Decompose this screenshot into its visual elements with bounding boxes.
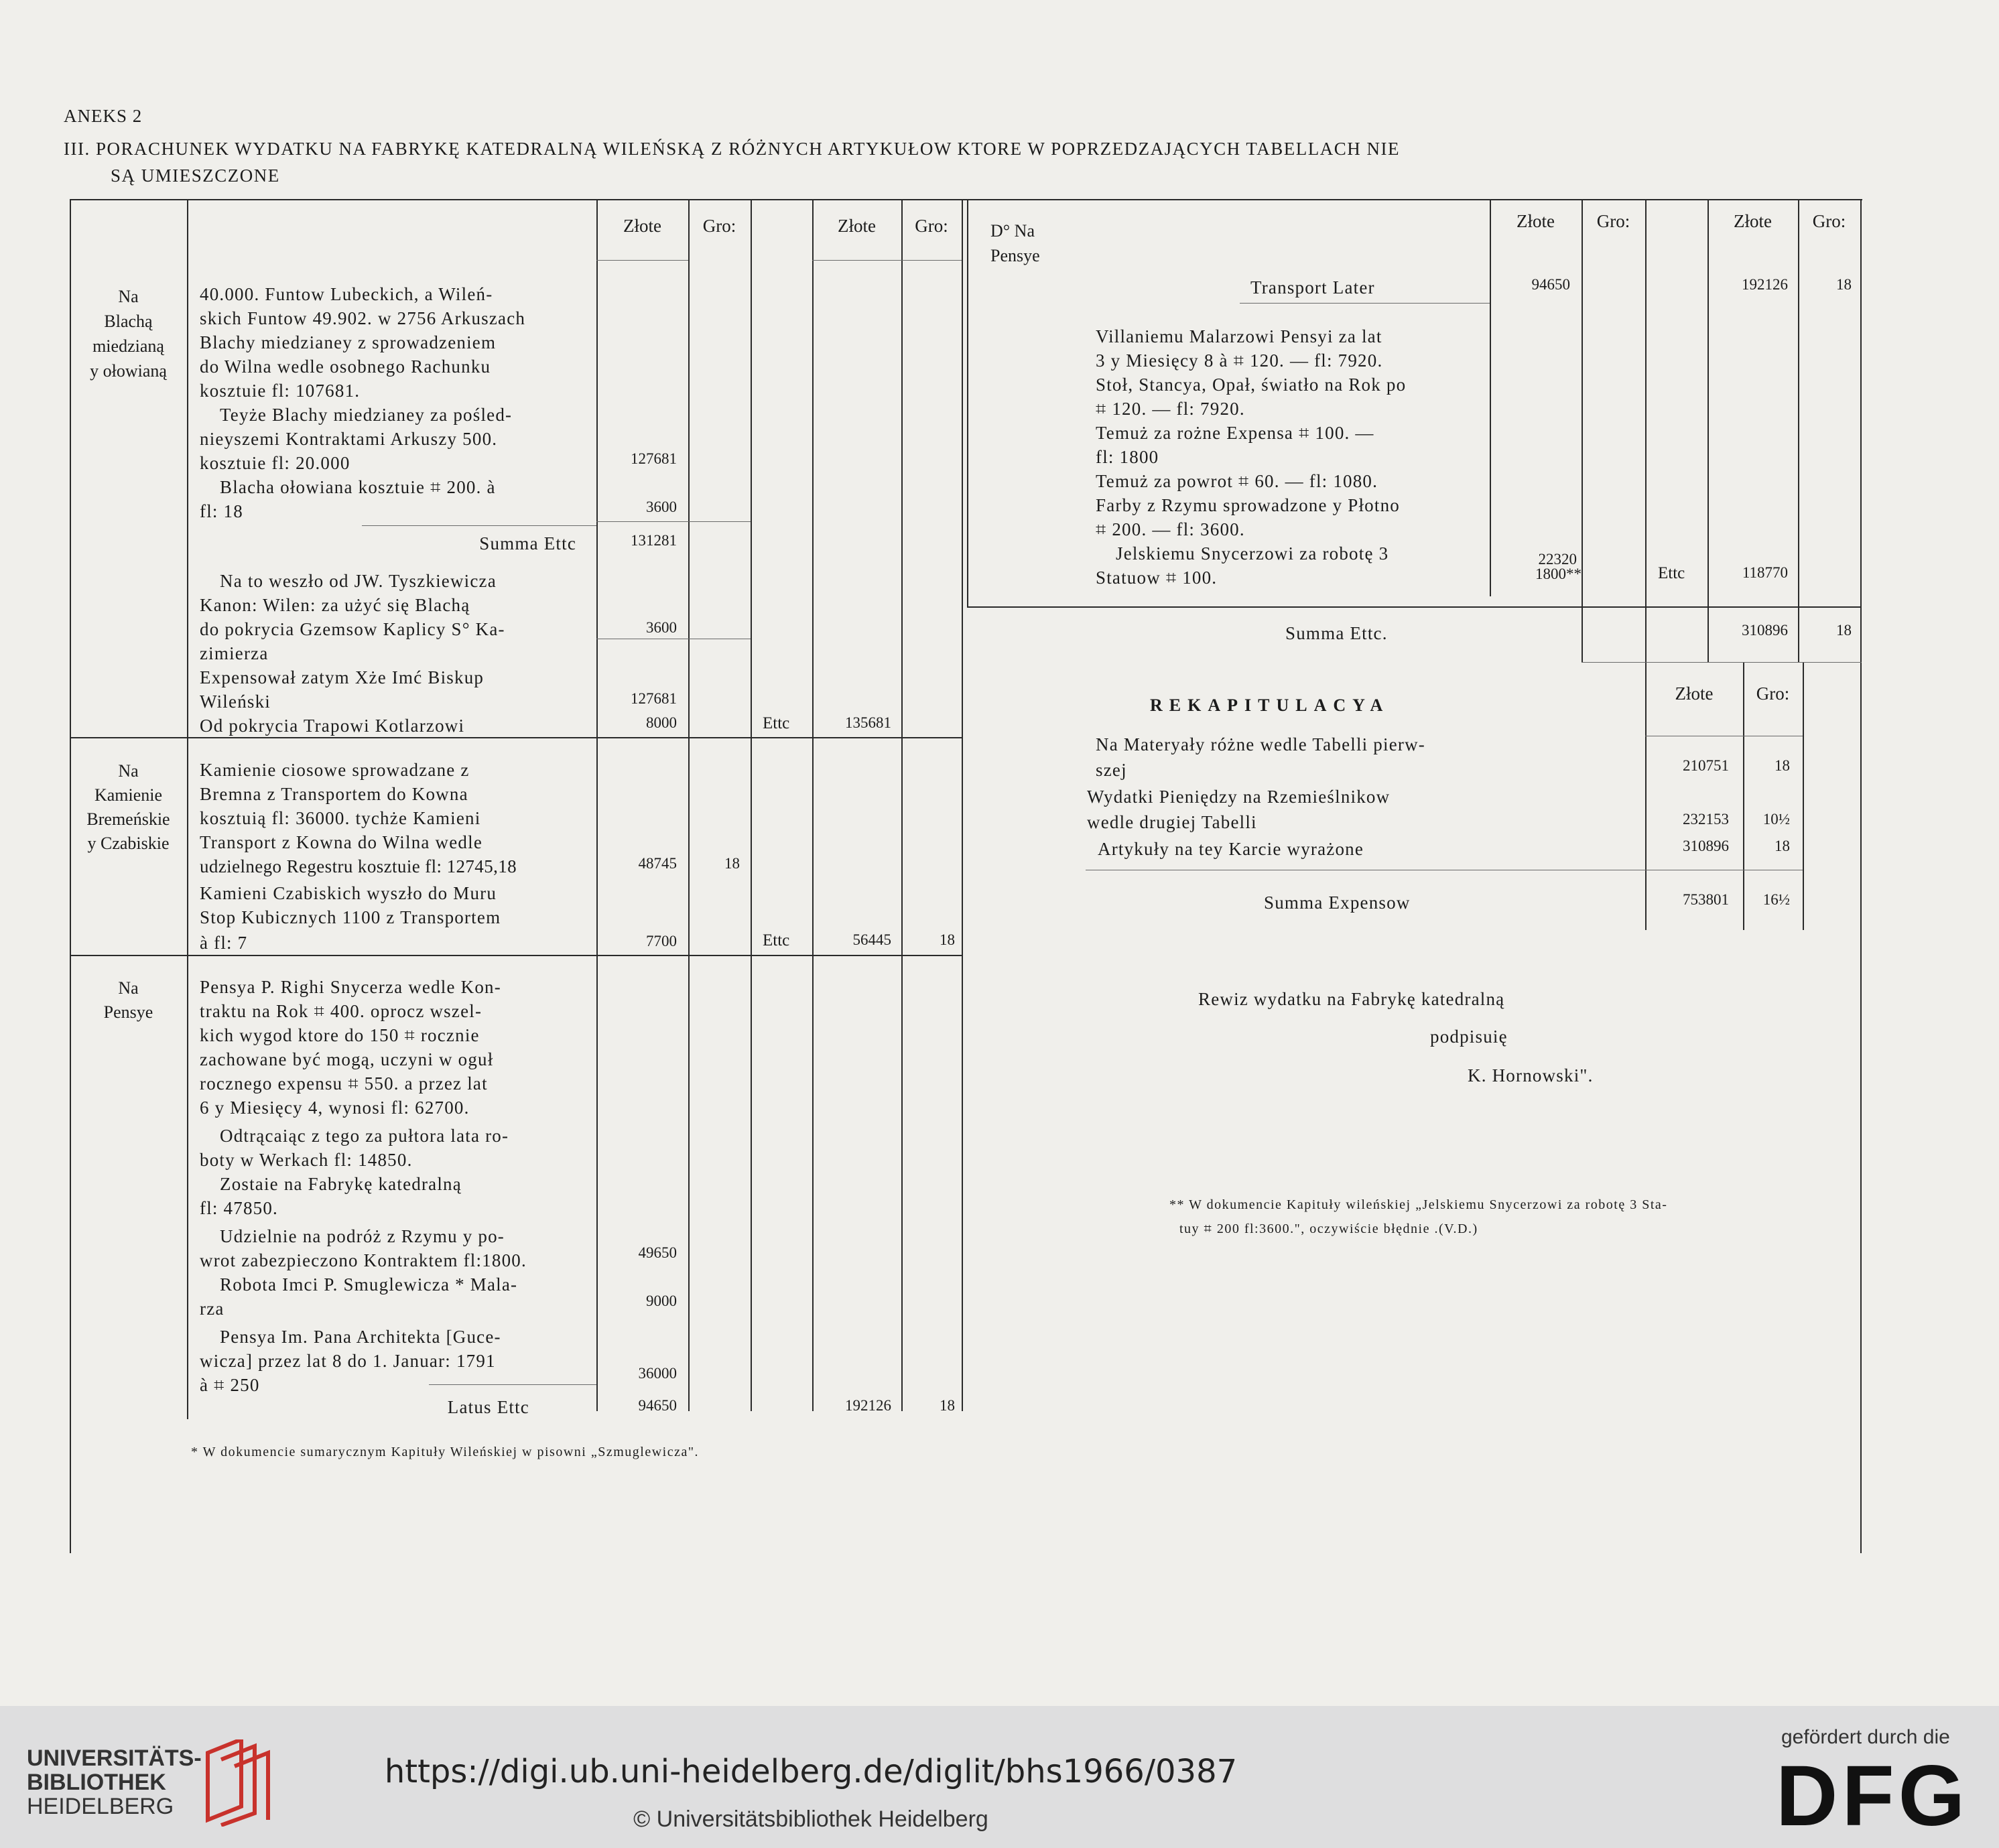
left-zlote-header-2: Złote (838, 216, 876, 236)
signature-line-2: podpisuię (1430, 1027, 1508, 1047)
category-label: Blachą (104, 312, 153, 331)
entry-line: Bremna z Transportem do Kowna (200, 784, 468, 804)
footnote-smuglewicz: * W dokumencie sumarycznym Kapituły Wileńskiej w pisowni „Szmuglewicza". (191, 1445, 699, 1459)
left-zlote-header-1: Złote (623, 216, 661, 236)
latus-label: Latus Ettc (447, 1397, 529, 1417)
entry-line: ⌗ 120. — fl: 7920. (1096, 399, 1245, 419)
entry-line: traktu na Rok ⌗ 400. oprocz wszel- (200, 1001, 482, 1021)
entry-line: Expensował zatym Xże Imć Biskup (200, 667, 485, 687)
rek-line: wedle drugiej Tabelli (1087, 812, 1257, 832)
amount-zlote: 36000 (638, 1365, 677, 1382)
document-url[interactable]: https://digi.ub.uni-heidelberg.de/diglit/bhs1966/0387 (384, 1753, 1238, 1790)
entry-line: kosztuie fl: 20.000 (200, 453, 350, 473)
entry-line: skich Funtow 49.902. w 2756 Arkuszach (200, 308, 526, 328)
entry-line: Udzielnie na podróż z Rzymu y po- (220, 1226, 505, 1246)
total-gro: 18 (940, 931, 955, 948)
entry-line: à ⌗ 250 (200, 1375, 260, 1395)
rek-line: Na Materyały różne wedle Tabelli pierw- (1096, 734, 1425, 754)
entry-line: 3 y Miesięcy 8 à ⌗ 120. — fl: 7920. (1096, 350, 1383, 371)
entry-line: Od pokrycia Trapowi Kotlarzowi (200, 716, 465, 736)
entry-line: Kamieni Czabiskich wyszło do Muru (200, 883, 497, 903)
entry-line: Temuż za powrot ⌗ 60. — fl: 1080. (1096, 471, 1378, 491)
entry-line: fl: 1800 (1096, 447, 1159, 467)
rek-sum-gro: 16½ (1762, 891, 1790, 908)
entry-line: Stop Kubicznych 1100 z Transportem (200, 907, 501, 927)
rek-gro: 18 (1775, 757, 1790, 774)
footnote-jelskiemu-2: tuy ⌗ 200 fl:3600.", oczywiście błędnie .(V.D.) (1179, 1222, 1478, 1236)
entry-line: Jelskiemu Snycerzowi za robotę 3 (1116, 543, 1389, 564)
amount-zlote: 22320 (1538, 551, 1577, 568)
funded-by-text: gefördert durch die (1781, 1726, 1950, 1748)
ettc-total: 118770 (1742, 564, 1788, 581)
entry-line: rocznego expensu ⌗ 550. a przez lat (200, 1073, 488, 1094)
category-label: Na (118, 978, 139, 998)
entry-line: kich wygod ktore do 150 ⌗ rocznie (200, 1025, 480, 1045)
left-gro-header-2: Gro: (915, 216, 948, 236)
entry-line: Temuż za rożne Expensa ⌗ 100. — (1096, 423, 1374, 443)
library-logo-icon (201, 1739, 281, 1827)
entry-line: boty w Werkach fl: 14850. (200, 1150, 413, 1170)
entry-line: Statuow ⌗ 100. (1096, 568, 1218, 588)
transport-gro: 18 (1836, 276, 1852, 293)
amount-zlote: 8000 (646, 714, 677, 731)
rek-sum-label: Summa Expensow (1264, 893, 1411, 913)
amount-zlote: 9000 (646, 1293, 677, 1309)
right-gro-header-2: Gro: (1812, 211, 1846, 231)
rek-line: Artykuły na tey Karcie wyrażone (1098, 839, 1364, 859)
rek-title: REKAPITULACYA (1150, 696, 1390, 715)
entry-line: wrot zabezpieczono Kontraktem fl:1800. (200, 1250, 527, 1270)
signature-line-1: Rewiz wydatku na Fabrykę katedralną (1198, 989, 1505, 1009)
entry-line: Farby z Rzymu sprowadzone y Płotno (1096, 495, 1400, 515)
right-gro-header-1: Gro: (1596, 211, 1630, 231)
amount-zlote: 1800** (1535, 566, 1582, 582)
category-label: y ołowianą (90, 361, 167, 381)
entry-line: zimierza (200, 643, 269, 663)
rek-gro: 10½ (1762, 811, 1790, 828)
amount-zlote: 3600 (646, 499, 677, 515)
entry-line: 6 y Miesięcy 4, wynosi fl: 62700. (200, 1098, 470, 1118)
entry-line: do Wilna wedle osobnego Rachunku (200, 356, 491, 377)
entry-line: Wileński (200, 691, 271, 712)
signature-name: K. Hornowski". (1468, 1065, 1594, 1085)
amount-zlote: 127681 (631, 450, 677, 467)
entry-line: 40.000. Funtow Lubeckich, a Wileń- (200, 284, 493, 304)
summa-value: 310896 (1742, 622, 1788, 639)
rek-sum-zlote: 753801 (1683, 891, 1729, 908)
rek-zlote: 232153 (1683, 811, 1729, 828)
summa-label: Summa Ettc (479, 533, 576, 553)
entry-line: fl: 47850. (200, 1198, 278, 1218)
category-label: Kamienie (94, 785, 163, 805)
dfg-logo: DFG (1776, 1748, 1970, 1844)
entry-line: Kamienie ciosowe sprowadzane z (200, 760, 470, 780)
entry-line: kosztuią fl: 36000. tychże Kamieni (200, 808, 481, 828)
entry-line: do pokrycia Gzemsow Kaplicy S° Ka- (200, 619, 505, 639)
entry-line: Teyże Blachy miedzianey za pośled- (220, 405, 513, 425)
total-zlote: 56445 (852, 931, 891, 948)
latus-total: 192126 (845, 1397, 891, 1414)
entry-line: Blachy miedzianey z sprowadzeniem (200, 332, 497, 352)
annex-label: ANEKS 2 (64, 106, 143, 126)
rek-line: szej (1096, 760, 1127, 780)
rek-zlote: 310896 (1683, 838, 1729, 854)
page-title-continued: SĄ UMIESZCZONE (111, 166, 280, 186)
category-label: y Czabiskie (87, 834, 170, 853)
amount-gro: 18 (724, 855, 740, 872)
category-label: Pensye (103, 1002, 153, 1022)
category-label: miedzianą (92, 336, 164, 356)
latus-gro: 18 (940, 1397, 955, 1414)
footnote-jelskiemu-1: ** W dokumencie Kapituły wileńskiej „Jelskiemu Snycerzowi za robotę 3 Sta- (1169, 1197, 1668, 1212)
rek-gro: 18 (1775, 838, 1790, 854)
entry-line: ⌗ 200. — fl: 3600. (1096, 519, 1245, 539)
library-name-2: BIBLIOTHEK (27, 1770, 166, 1795)
summa-value: 131281 (631, 532, 677, 549)
category-label: Na (118, 287, 139, 306)
entry-line: Transport z Kowna do Wilna wedle (200, 832, 483, 852)
ettc-label: Ettc (763, 931, 790, 949)
entry-line: Kanon: Wilen: za użyć się Blachą (200, 595, 470, 615)
entry-line: Robota Imci P. Smuglewicza * Mala- (220, 1274, 518, 1295)
amount-zlote: 48745 (638, 855, 677, 872)
total-zlote: 135681 (845, 714, 891, 731)
latus-value: 94650 (638, 1397, 677, 1414)
amount-zlote: 7700 (646, 933, 677, 949)
summa-gro: 18 (1836, 622, 1852, 639)
ettc-label: Ettc (1658, 564, 1685, 582)
entry-line: Na to weszło od JW. Tyszkiewicza (220, 571, 497, 591)
entry-line: Blacha ołowiana kosztuie ⌗ 200. à (220, 477, 496, 497)
entry-line: Pensya P. Righi Snycerza wedle Kon- (200, 977, 501, 997)
entry-line: Stoł, Stancya, Opał, światło na Rok po (1096, 375, 1407, 395)
entry-line: fl: 18 (200, 501, 243, 521)
entry-line: rza (200, 1299, 224, 1319)
entry-line: kosztuie fl: 107681. (200, 381, 361, 401)
amount-zlote: 49650 (638, 1244, 677, 1261)
transport-value: 94650 (1531, 276, 1570, 293)
right-header-dna: D° Na (990, 221, 1035, 241)
entry-line: Odtrącaiąc z tego za pułtora lata ro- (220, 1126, 509, 1146)
rek-zlote-header: Złote (1675, 683, 1714, 704)
page-title: III. PORACHUNEK WYDATKU NA FABRYKĘ KATEDRALNĄ WILEŃSKĄ Z RÓŻNYCH ARTYKUŁOW KTORE W POPRZEDZAJĄCYCH TABELLACH NIE (64, 139, 1400, 159)
amount-zlote: 3600 (646, 619, 677, 636)
left-gro-header-1: Gro: (702, 216, 736, 236)
transport-label: Transport Later (1250, 277, 1375, 298)
entry-line: Pensya Im. Pana Architekta [Guce- (220, 1327, 501, 1347)
category-label: Na (118, 761, 139, 781)
entry-line: wicza] przez lat 8 do 1. Januar: 1791 (200, 1351, 496, 1371)
library-name-3: HEIDELBERG (27, 1794, 174, 1819)
entry-line: zachowane być mogą, uczyni w oguł (200, 1049, 494, 1069)
entry-line: à fl: 7 (200, 933, 248, 953)
entry-line: Zostaie na Fabrykę katedralną (220, 1174, 462, 1194)
digitization-footer (0, 1706, 1999, 1848)
ettc-label: Ettc (763, 714, 790, 732)
entry-line: udzielnego Regestru kosztuie fl: 12745,18 (200, 856, 517, 876)
right-zlote-header-2: Złote (1734, 211, 1772, 231)
amount-zlote: 127681 (631, 690, 677, 707)
rek-gro-header: Gro: (1756, 683, 1790, 704)
category-label: Bremeńskie (86, 809, 170, 829)
rek-zlote: 210751 (1683, 757, 1729, 774)
entry-line: Villaniemu Malarzowi Pensyi za lat (1096, 326, 1382, 346)
summa-label: Summa Ettc. (1285, 623, 1388, 643)
right-header-pensye: Pensye (990, 246, 1040, 265)
transport-total: 192126 (1742, 276, 1788, 293)
library-name-1: UNIVERSITÄTS- (27, 1745, 202, 1771)
copyright-text: © Universitätsbibliothek Heidelberg (633, 1806, 988, 1832)
entry-line: nieyszemi Kontraktami Arkuszy 500. (200, 429, 498, 449)
right-zlote-header-1: Złote (1517, 211, 1555, 231)
rek-line: Wydatki Pieniędzy na Rzemieślnikow (1087, 787, 1391, 807)
